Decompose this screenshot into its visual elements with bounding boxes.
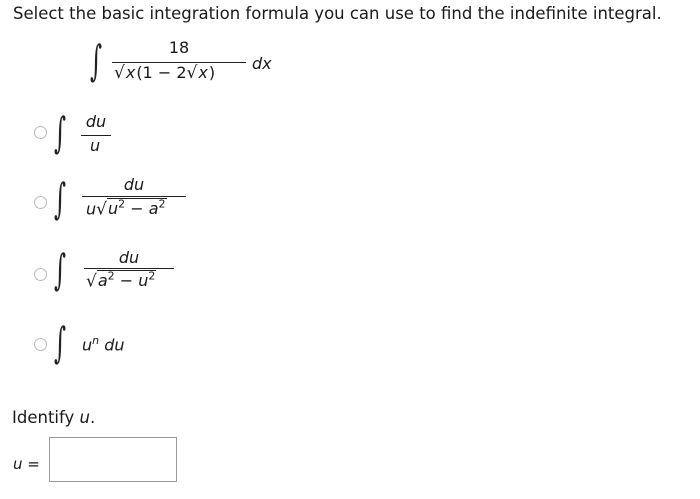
option-3-radio[interactable] xyxy=(34,268,47,281)
integrand-numerator: 18 xyxy=(168,38,190,57)
option-2-fraction-bar xyxy=(82,196,186,197)
option-1[interactable] xyxy=(34,106,154,160)
option-1-numerator: du xyxy=(85,112,107,131)
option-2-numerator: du xyxy=(123,175,145,194)
sqrt-x: √x xyxy=(114,63,136,83)
identify-label: Identify u. xyxy=(12,408,96,427)
sqrt-u2-a2: $√u^2 - a^2$ xyxy=(96,198,166,220)
u-answer-input[interactable] xyxy=(49,437,177,482)
option-4-radio[interactable] xyxy=(34,338,47,351)
integrand-denominator: √x(1 − 2√x) xyxy=(114,63,216,83)
main-integral xyxy=(90,36,290,96)
option-3-fraction-bar xyxy=(84,268,174,269)
question-prompt: Select the basic integration formula you can use to find the indefinite integral. xyxy=(13,4,662,23)
integral-sign: ∫ xyxy=(54,318,67,367)
option-3-denominator xyxy=(86,270,156,291)
integral-sign: ∫ xyxy=(90,36,103,85)
option-4-expression: $u^n$ du xyxy=(82,334,125,355)
option-4[interactable] xyxy=(34,318,154,372)
option-2-denominator: $u√u^2 - a^2$ xyxy=(86,198,166,220)
integral-sign: ∫ xyxy=(54,174,67,223)
option-1-radio[interactable] xyxy=(34,126,47,139)
integral-sign: ∫ xyxy=(54,108,67,157)
u-equals-label: u = xyxy=(13,455,40,473)
sqrt-a2-u2: $√a^2 - u^2$ xyxy=(86,270,156,292)
option-2[interactable] xyxy=(34,168,204,228)
sqrt-x-inner: √x xyxy=(186,63,208,83)
option-3-numerator: du xyxy=(118,248,140,267)
option-1-denominator: u xyxy=(90,136,101,155)
option-2-radio[interactable] xyxy=(34,196,47,209)
option-3[interactable] xyxy=(34,243,204,303)
integrand-differential: dx xyxy=(252,54,272,73)
integral-sign: ∫ xyxy=(54,245,67,294)
